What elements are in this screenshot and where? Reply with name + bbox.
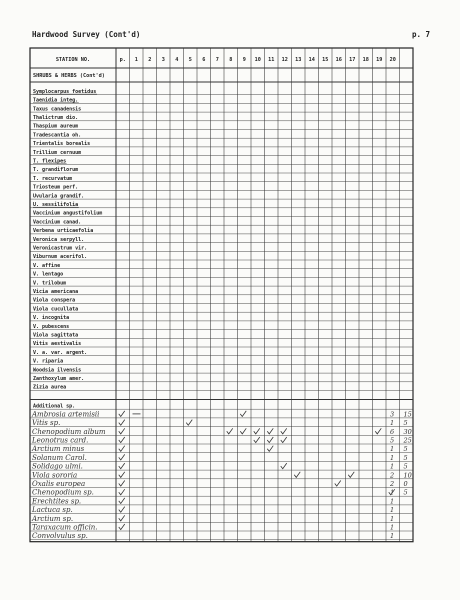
total-score: 15 [403,410,412,419]
total-count: 1 [390,523,395,532]
station-column-label: 10 [254,57,261,63]
total-score: 5 [403,445,408,454]
page-title: Hardwood Survey (Cont'd) [32,30,141,39]
species-name: Vitis aestivalis [33,341,82,348]
handwritten-species: Solanum Carol. [32,453,87,462]
additional-label: Additional sp. [33,403,76,410]
check-mark [254,437,260,443]
total-count: 1 [390,445,395,454]
species-name: U. sessilifolia [33,202,79,208]
check-mark [281,463,287,469]
check-mark [267,437,273,443]
species-name: Taxus canadensis [33,106,82,113]
total-score: 5 [403,462,408,471]
total-count: 6 [390,427,395,436]
species-name: T. recurvatum [33,175,73,182]
total-count: 3 [390,410,395,419]
species-name: Viburnum acerifol. [33,254,88,261]
station-column-label: 4 [175,57,179,63]
check-mark [335,481,341,487]
check-mark [227,428,233,434]
station-column-label: 16 [335,57,342,63]
total-count: 1 [390,462,395,471]
total-score: 30 [403,427,412,436]
species-name: Veronicastrum vir. [33,245,88,252]
check-mark [375,428,381,434]
station-column-label: 13 [295,57,302,63]
check-mark [119,420,125,426]
total-count: 1 [390,514,395,523]
total-count: 1 [390,532,395,541]
station-column-label: 9 [242,57,246,63]
species-name: Triosteum perf. [33,184,79,191]
total-score: 25 [403,436,412,445]
section-label: SHRUBS & HERBS (Cont'd) [33,73,105,79]
total-score: 0 [403,480,408,488]
handwritten-species: Viola sororia [32,471,78,480]
species-name: Taenidia integ. [33,97,79,104]
species-name: Zizia aurea [33,384,67,391]
check-mark [119,454,125,460]
species-name: Veronica serpyll. [33,236,85,243]
handwritten-species: Solidago ulmi. [32,462,83,471]
station-column-label: 18 [362,57,369,63]
species-name: T. flexipes [33,158,67,165]
handwritten-species: Arctium minus [32,445,85,454]
station-column-label: 2 [148,57,152,63]
handwritten-species: Oxalis europea [32,480,86,488]
total-score: 5 [403,419,408,428]
handwritten-species: Chenopodium album [32,427,106,436]
station-column-label: 6 [202,57,206,63]
total-count: 1 [390,453,395,462]
species-name: V. a. var. argent. [33,349,88,356]
check-mark [240,411,246,417]
species-name: Verbena urticaefolia [33,228,94,235]
species-name: V. riparia [33,358,64,365]
species-name: Vaccinium canad. [33,219,82,226]
station-no-label: STATION NO. [55,57,91,63]
species-name: Viola conspera [33,297,76,304]
handwritten-species: Leonotrus card. [32,436,89,445]
check-mark [186,420,192,426]
station-column-label: 1 [134,57,138,63]
check-mark [267,428,273,434]
species-name: V. incognita [33,315,70,322]
check-mark [267,446,273,452]
handwritten-species: Taraxacum officin. [32,523,98,532]
check-mark [119,489,125,495]
station-column-label: 8 [229,57,233,63]
total-score: 5 [403,453,408,462]
station-column-label: 3 [161,57,165,63]
station-column-label: 14 [308,57,315,63]
total-count: 2 [390,471,395,480]
species-name: T. grandiflorum [33,167,79,174]
total-count: 5 [390,436,395,445]
handwritten-species: Convolvulus sp. [32,532,88,541]
total-count: 1 [390,497,395,506]
total-score: 10 [403,471,412,480]
check-mark [119,472,125,478]
check-mark [254,428,260,434]
station-column-label: 7 [215,57,219,63]
station-column-label: 5 [188,57,192,63]
page-number: p. 7 [412,30,431,39]
species-name: Thalictrum dio. [33,115,79,121]
species-name: Trillium cernuum [33,149,82,156]
handwritten-species: Vitis sp. [32,419,61,428]
check-mark [348,472,354,478]
species-name: Vaccinium angustifolium [33,210,103,217]
species-name: V. trilobum [33,280,67,287]
handwritten-species: Lactuca sp. [32,506,73,515]
species-name: Vicia americana [33,289,79,295]
species-name: Trientalis borealis [33,141,91,148]
station-column-label: 15 [322,57,329,63]
check-mark [119,446,125,452]
check-mark [119,481,125,487]
check-mark [119,507,125,513]
station-column-label: 11 [268,57,275,63]
species-name: Uvularia grandif. [33,193,85,200]
station-column-label: 19 [376,57,383,63]
species-name: Tradescantia oh. [33,132,82,139]
check-mark [119,515,125,521]
check-mark [281,428,287,434]
check-mark [119,437,125,443]
check-mark [119,524,125,530]
total-score: 5 [403,488,408,497]
check-mark [240,428,246,434]
total-count: 1 [390,506,395,515]
handwritten-species: Ambrosia artemisii [32,410,100,419]
species-name: V. lentago [33,271,64,278]
check-mark [119,428,125,434]
p-column-label: p. [119,57,126,63]
check-mark [119,411,125,417]
total-count: 2 [390,480,395,488]
check-mark [281,437,287,443]
check-mark [119,463,125,469]
species-name: Symplocarpus foetidus [33,88,97,95]
handwritten-species: Chenopodium sp. [32,488,94,497]
species-name: Viola sagittata [33,332,79,339]
species-name: V. pubescens [33,323,70,330]
station-column-label: 12 [281,57,288,63]
total-count: 1 [390,488,395,497]
species-name: Viola cucullata [33,306,79,313]
species-name: Zanthoxylum amer. [33,376,85,382]
species-name: Woodsia ilvensis [33,367,82,374]
total-count: 1 [390,419,395,428]
species-name: V. affine [33,262,61,269]
check-mark [119,498,125,504]
handwritten-species: Erechtites sp. [32,497,82,506]
check-mark [294,472,300,478]
handwritten-species: Arctium sp. [32,514,74,523]
station-column-label: 20 [389,57,396,63]
station-column-label: 17 [349,57,356,63]
species-name: Thaspium aureum [33,123,79,130]
